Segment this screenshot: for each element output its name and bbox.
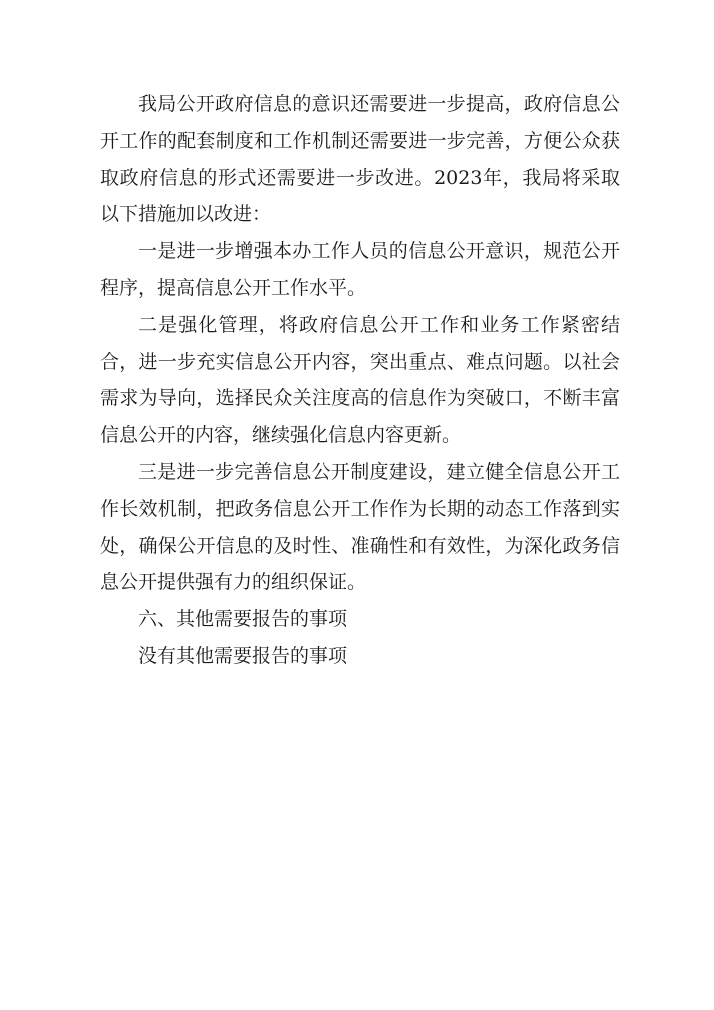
section-six-heading: 六、其他需要报告的事项 — [138, 608, 348, 631]
document-body — [100, 86, 620, 675]
section-six-body: 没有其他需要报告的事项 — [138, 644, 348, 667]
measure-two-paragraph: 二是强化管理，将政府信息公开工作和业务工作紧密结合，进一步充实信息公开内容，突出重点、难点问题。以社会需求为导向，选择民众关注度高的信息作为突破口，不断丰富信息公开的内容，继续强化信息内容更新。 — [100, 313, 620, 447]
measure-three-paragraph: 三是进一步完善信息公开制度建设，建立健全信息公开工作长效机制，把政务信息公开工作作为长期的动态工作落到实处，确保公开信息的及时性、准确性和有效性，为深化政务信息公开提供强有力的组织保证。 — [100, 460, 620, 594]
measure-one-paragraph: 一是进一步增强本办工作人员的信息公开意识，规范公开程序，提高信息公开工作水平。 — [100, 240, 620, 299]
improvement-intro-paragraph: 我局公开政府信息的意识还需要进一步提高，政府信息公开工作的配套制度和工作机制还需要进一步完善，方便公众获取政府信息的形式还需要进一步改进。2023年，我局将采取以下措施加以改进： — [100, 93, 620, 226]
